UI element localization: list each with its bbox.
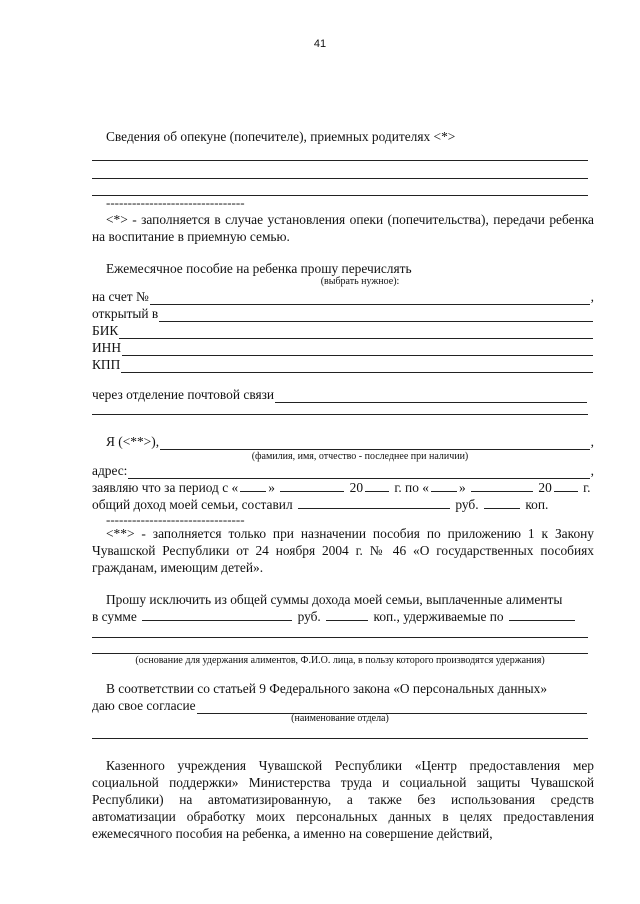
payment-heading: Ежемесячное пособие на ребенка прошу перечислять <box>106 261 412 276</box>
guardian-heading: Сведения об опекуне (попечителе), приемных родителях <*> <box>106 129 456 144</box>
period-year-to[interactable] <box>554 479 578 492</box>
consent-dept-hint: (наименование отдела) <box>291 713 389 724</box>
period-row <box>92 479 590 496</box>
period-day-to[interactable] <box>431 479 457 492</box>
kpp-field[interactable] <box>121 360 593 373</box>
alimony-line-3[interactable] <box>92 653 588 654</box>
consent-body: Казенного учреждения Чувашской Республики «Центр предоставления мер социальной поддержки» Министерства труда и социальной защиты Чувашской Республики) на автоматизированную, а также без использования средств автоматизации обработку моих персональных данных в целях предоставления ежемесячного пособия на ребенка, а именно на совершение действий, <box>92 758 594 841</box>
guardian-note: <*> - заполняется в случае установления опеки (попечительства), передачи ребенка на воспитание в приемную семью. <box>92 212 594 244</box>
opened-row <box>92 305 594 322</box>
inn-row <box>92 339 594 356</box>
period-text-6: 20 <box>538 480 552 495</box>
inn-field[interactable] <box>122 343 593 356</box>
page-number: 41 <box>313 38 327 50</box>
bik-row <box>92 322 594 339</box>
guardian-separator: -------------------------------- <box>106 195 245 210</box>
post-field[interactable] <box>275 390 587 403</box>
payment-hint: (выбрать нужное): <box>320 276 400 287</box>
address-field[interactable] <box>128 466 589 479</box>
account-label: на счет № <box>92 289 149 304</box>
period-month-from[interactable] <box>280 479 344 492</box>
income-row <box>92 496 548 513</box>
fio-row <box>92 433 594 450</box>
guardian-line-1[interactable] <box>92 160 588 161</box>
opened-label: открытый в <box>92 306 159 321</box>
post-row <box>92 386 588 403</box>
kpp-label: КПП <box>92 357 121 372</box>
alimony-text-3: коп., удерживаемые по <box>373 609 504 624</box>
period-text-1: заявляю что за период с « <box>92 480 239 495</box>
income-text-3: коп. <box>525 497 549 512</box>
alimony-sum-row <box>92 608 577 625</box>
alimony-basis-field[interactable] <box>509 608 575 621</box>
alimony-hint: (основание для удержания алиментов, Ф.И.О. лица, в пользу которого производятся удержания) <box>135 655 545 666</box>
bik-label: БИК <box>92 323 119 338</box>
period-text-3: 20 <box>349 480 364 495</box>
kpp-row <box>92 356 594 373</box>
account-row <box>92 288 594 305</box>
consent-dept-line-2[interactable] <box>92 738 588 739</box>
declaration-separator: -------------------------------- <box>106 512 245 527</box>
fio-field[interactable] <box>160 437 590 450</box>
account-end: , <box>590 289 594 304</box>
income-rub-field[interactable] <box>298 496 450 509</box>
opened-field[interactable] <box>159 309 593 322</box>
alimony-text-2: руб. <box>297 609 321 624</box>
income-text-1: общий доход моей семьи, составил <box>92 497 293 512</box>
consent-give-label: даю свое согласие <box>92 698 196 713</box>
consent-line-1: В соответствии со статьей 9 Федерального закона «О персональных данных» <box>106 681 548 696</box>
guardian-line-2[interactable] <box>92 178 588 179</box>
alimony-line-1: Прошу исключить из общей суммы дохода моей семьи, выплаченные алименты <box>106 592 563 607</box>
period-text-5: » <box>458 480 466 495</box>
consent-give-row <box>92 697 588 714</box>
inn-label: ИНН <box>92 340 122 355</box>
period-year-from[interactable] <box>365 479 389 492</box>
address-row <box>92 462 594 479</box>
period-day-from[interactable] <box>240 479 266 492</box>
address-end: , <box>590 463 594 478</box>
alimony-text-1: в сумме <box>92 609 137 624</box>
account-field[interactable] <box>150 292 590 305</box>
i-end: , <box>590 434 594 449</box>
period-text-7: г. <box>583 480 591 495</box>
period-text-4: г. по « <box>394 480 429 495</box>
fio-hint: (фамилия, имя, отчество - последнее при наличии) <box>251 451 469 462</box>
address-label: адрес: <box>92 463 128 478</box>
post-label: через отделение почтовой связи <box>92 387 275 402</box>
post-line-2[interactable] <box>92 414 588 415</box>
alimony-rub-field[interactable] <box>142 608 292 621</box>
income-kop-field[interactable] <box>484 496 520 509</box>
alimony-line-2[interactable] <box>92 637 588 638</box>
period-month-to[interactable] <box>471 479 533 492</box>
bik-field[interactable] <box>119 326 593 339</box>
declaration-note: <**> - заполняется только при назначении пособия по приложению 1 к Закону Чувашской Республики от 24 ноября 2004 г. № 46 «О государственных пособиях гражданам, имеющим детей». <box>92 526 594 575</box>
alimony-kop-field[interactable] <box>326 608 368 621</box>
i-label: Я (<**>), <box>106 434 160 449</box>
period-text-2: » <box>268 480 275 495</box>
income-text-2: руб. <box>455 497 479 512</box>
